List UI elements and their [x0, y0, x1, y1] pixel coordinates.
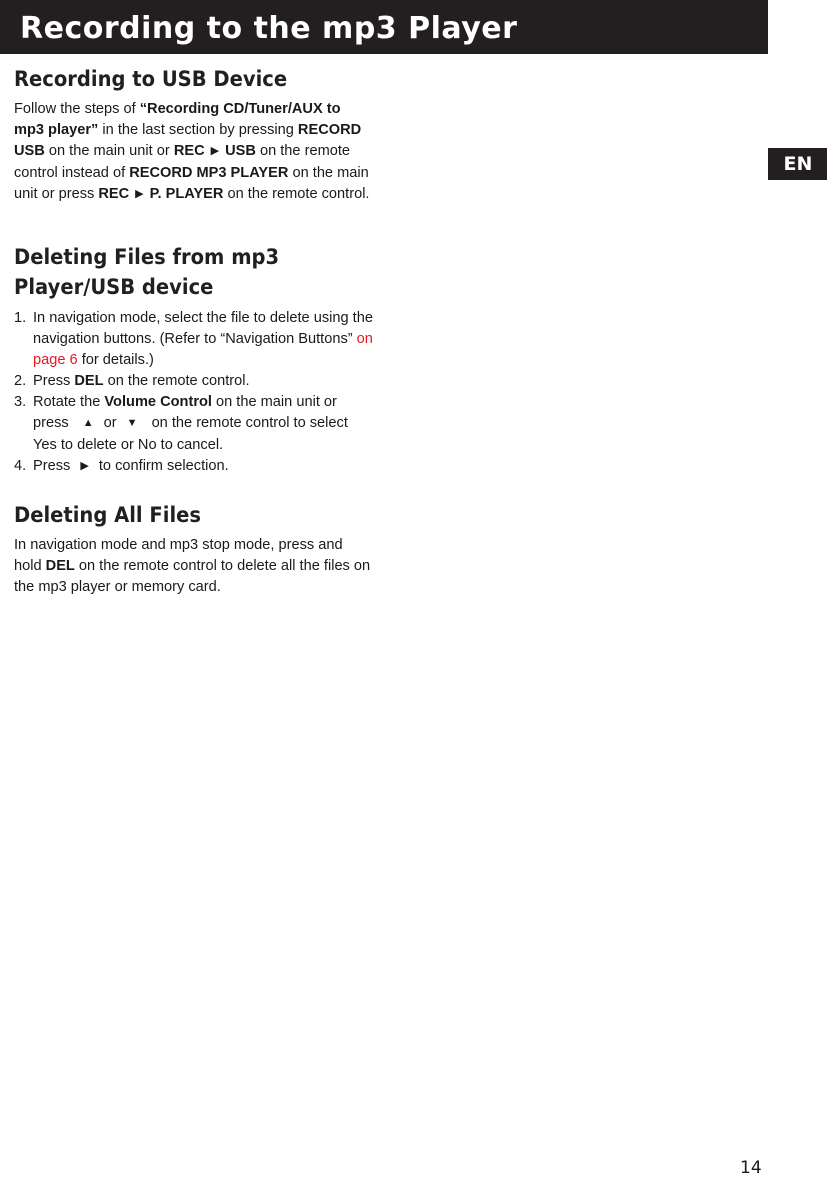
bold-text: DEL [74, 373, 104, 389]
play-icon: ▶ [80, 460, 89, 472]
list-item [14, 371, 374, 392]
bold-text: RECORD USB [14, 122, 362, 159]
text: to confirm selection. [94, 458, 229, 474]
text: Follow the steps of [14, 101, 140, 117]
play-icon: ▶ [210, 145, 220, 157]
up-arrow-icon: ▲ [82, 417, 94, 429]
bold-text: P. PLAYER [149, 186, 224, 202]
bold-text: REC [173, 143, 205, 159]
text: on the remote control. [223, 186, 370, 202]
section-deleting-files [14, 242, 374, 478]
bold-text: Volume Control [104, 394, 212, 410]
text: in the last section by pressing [98, 122, 298, 138]
bold-text: REC [98, 186, 130, 202]
text: Press [33, 373, 75, 389]
text: on the main unit or press [14, 165, 369, 202]
text: on the remote control to delete all the files on the mp3 player or memory card. [14, 558, 371, 595]
play-icon: ▶ [135, 188, 144, 200]
step-number: 4. [14, 458, 27, 474]
text: Rotate the [33, 394, 105, 410]
section-heading-line2: Player/USB device [14, 275, 214, 299]
section-paragraph [14, 99, 374, 206]
text: on the remote control. [103, 373, 250, 389]
text: on the remote control to select Yes to delete or No to cancel. [33, 415, 348, 453]
section-heading-line1: Deleting Files from mp3 [14, 245, 280, 269]
text: In navigation mode and mp3 stop mode, press and hold [14, 537, 343, 574]
section-heading: Deleting All Files [14, 503, 202, 527]
list-item [14, 456, 374, 478]
bold-text: RECORD MP3 PLAYER [129, 165, 289, 181]
text: on the main unit or press [33, 394, 337, 431]
bold-text: DEL [45, 558, 75, 574]
list-item [14, 392, 374, 456]
text: Press [33, 458, 75, 474]
section-heading: Recording to USB Device [14, 67, 288, 91]
section-recording-usb [14, 64, 374, 206]
text: on the remote control instead of [14, 143, 351, 181]
header-bar [0, 0, 768, 54]
down-arrow-icon: ▼ [126, 417, 138, 429]
page-title: Recording to the mp3 Player [20, 11, 518, 46]
text: or [103, 415, 117, 431]
step-number: 2. [14, 373, 27, 389]
section-paragraph [14, 535, 374, 598]
step-number: 3. [14, 394, 27, 410]
step-number: 1. [14, 310, 27, 326]
steps-list [14, 308, 374, 478]
section-deleting-all [14, 500, 374, 598]
text: In navigation mode, select the file to delete using the navigation buttons. (Refer to “Navigation Buttons” [33, 310, 373, 347]
list-item [14, 308, 374, 371]
main-content [14, 64, 374, 598]
bold-text: USB [225, 143, 256, 159]
bold-text: “Recording CD/Tuner/AUX to mp3 player” [14, 101, 341, 138]
page-link[interactable]: on page 6 [33, 331, 373, 368]
text: for details.) [77, 352, 154, 368]
language-tab: EN [768, 148, 827, 180]
text: on the main unit or [44, 143, 174, 159]
page-number: 14 [740, 1158, 762, 1178]
